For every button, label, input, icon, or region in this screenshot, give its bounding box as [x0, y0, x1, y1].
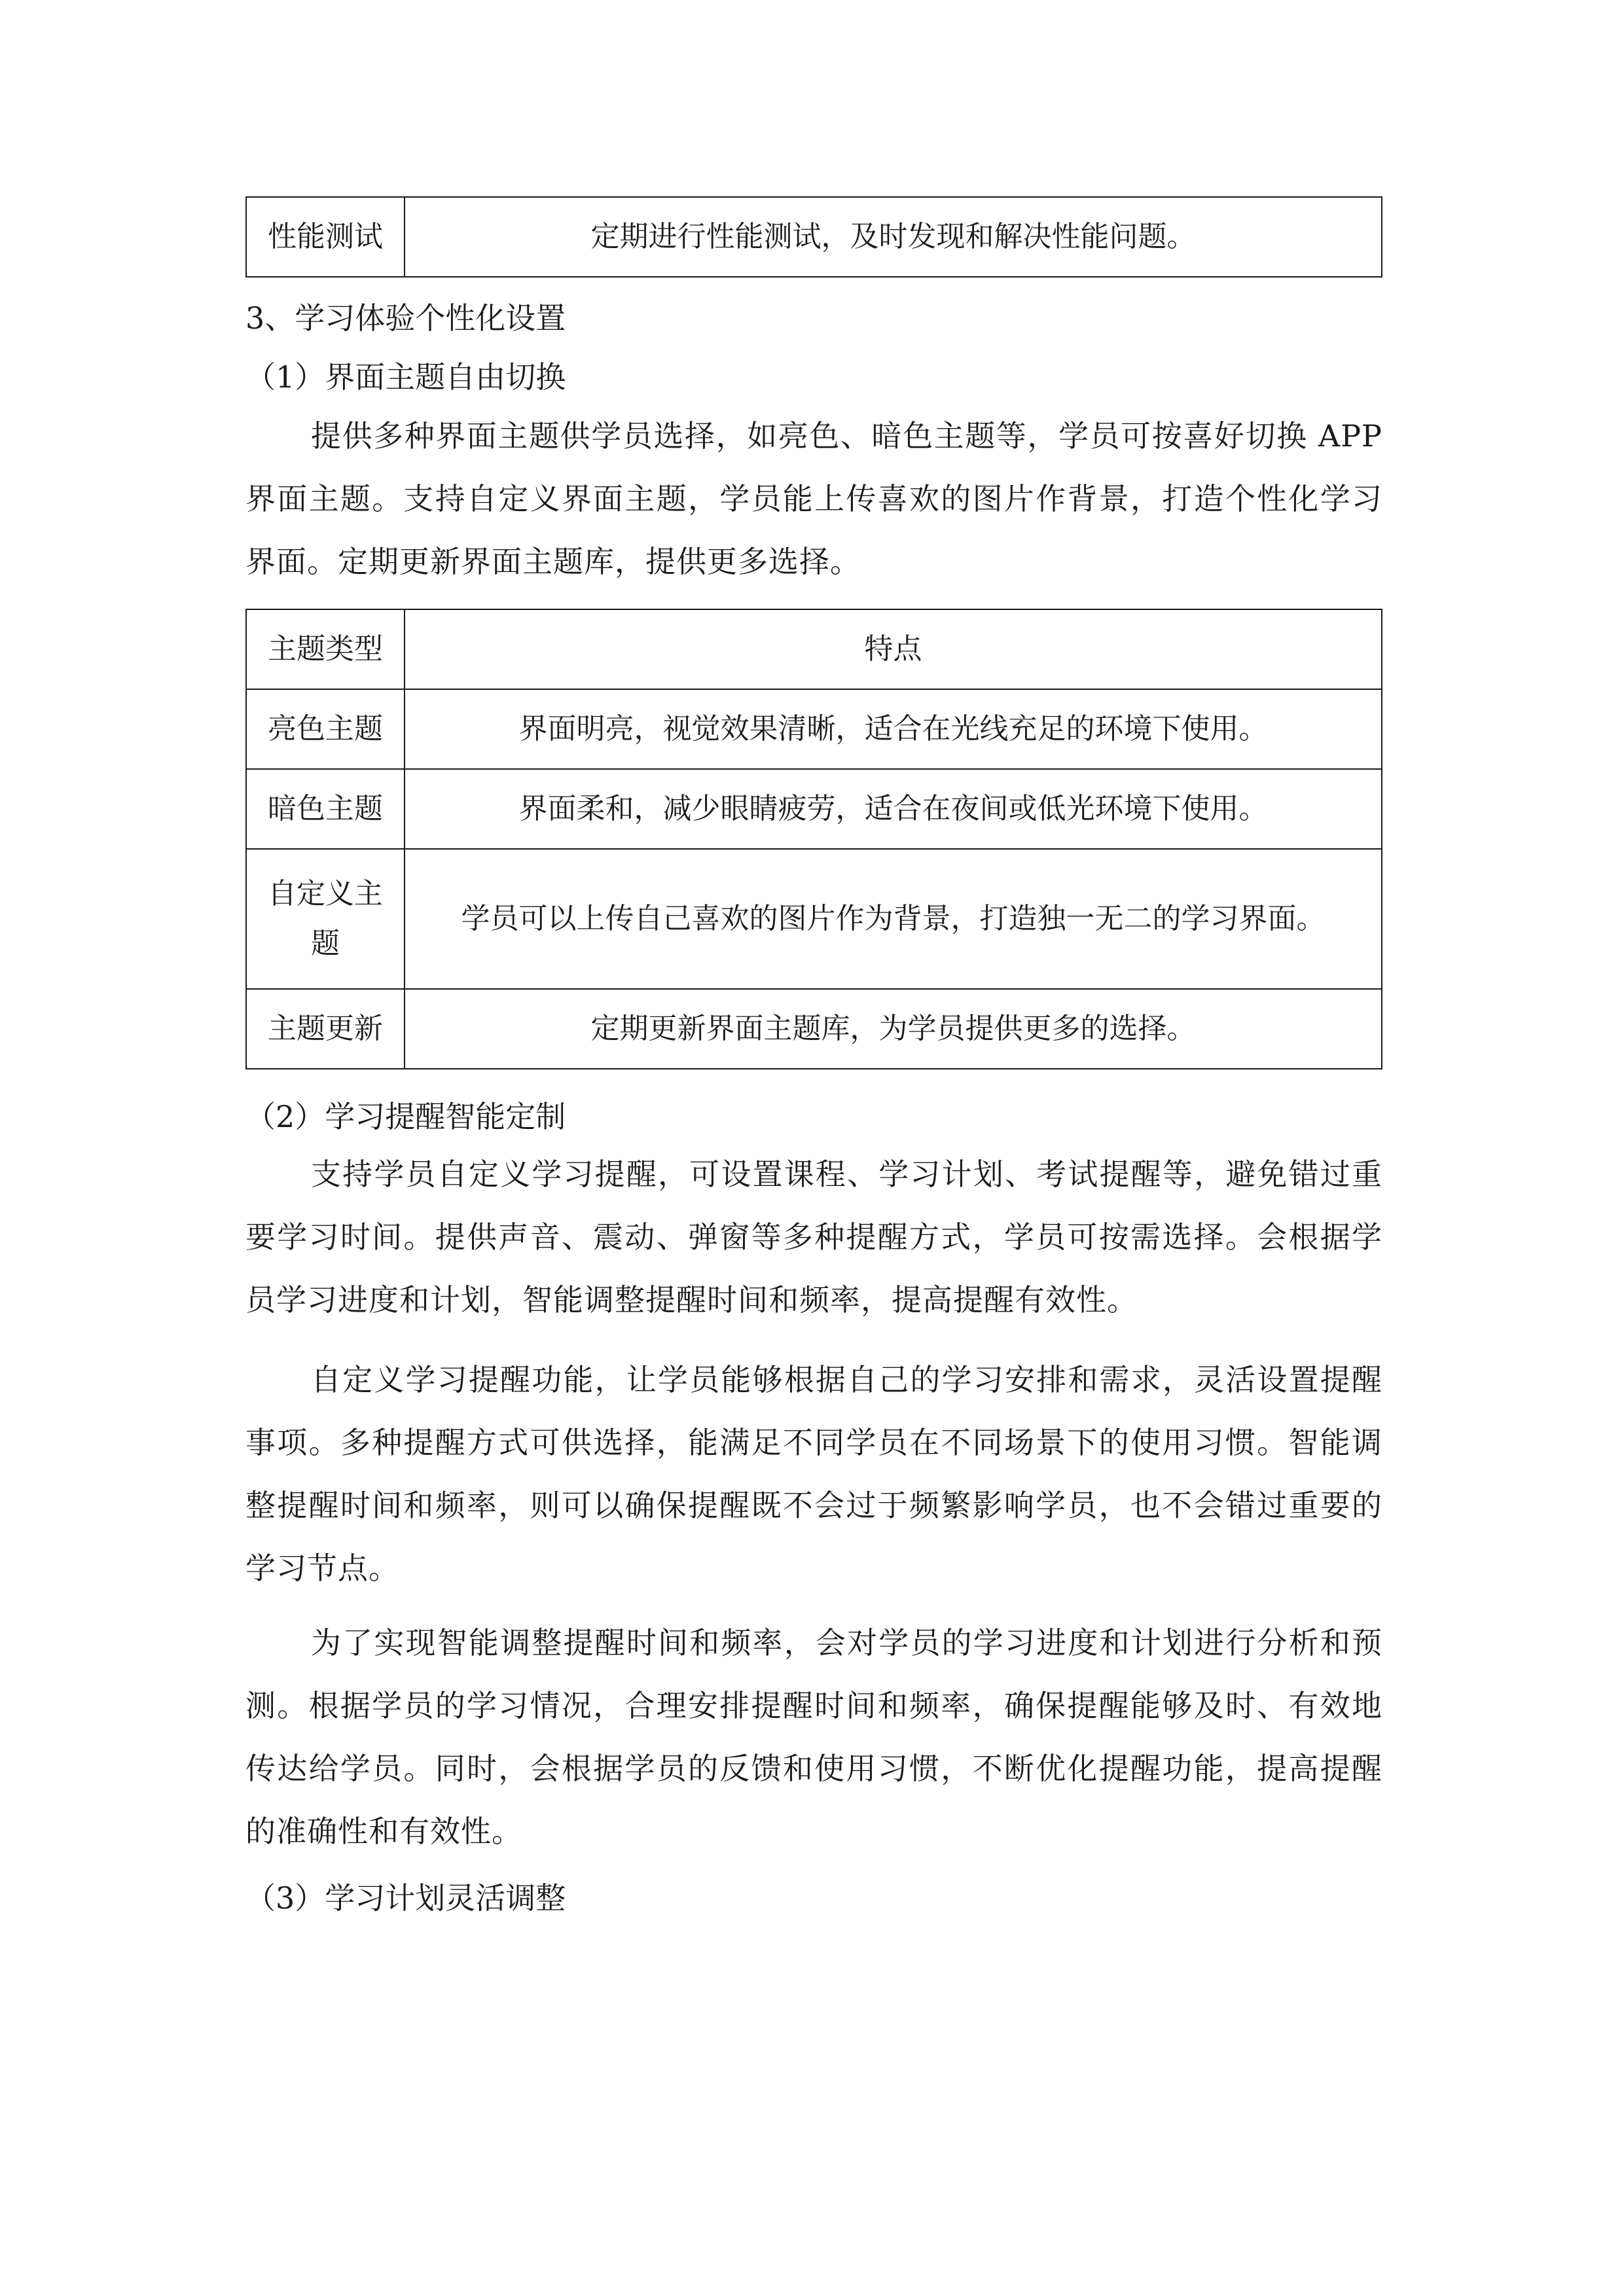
- table-header-cell: 特点: [405, 609, 1382, 689]
- table-row: [246, 689, 1382, 769]
- section-heading: 3、学习体验个性化设置: [245, 300, 566, 336]
- table-cell-type: 自定义主题: [246, 849, 405, 989]
- subsection-heading-1: （1）界面主题自由切换: [245, 359, 566, 395]
- table-cell-feature: 学员可以上传自己喜欢的图片作为背景，打造独一无二的学习界面。: [405, 849, 1382, 989]
- table-cell-feature: 界面柔和，减少眼睛疲劳，适合在夜间或低光环境下使用。: [405, 769, 1382, 849]
- table-row: [246, 197, 1382, 277]
- table-cell-feature: 定期更新界面主题库，为学员提供更多的选择。: [405, 989, 1382, 1069]
- table-row: [246, 849, 1382, 989]
- paragraph-reminders-1: 支持学员自定义学习提醒，可设置课程、学习计划、考试提醒等，避免错过重要学习时间。提供声音、震动、弹窗等多种提醒方式，学员可按需选择。会根据学员学习进度和计划，智能调整提醒时间和频率，提高提醒有效性。: [245, 1157, 1382, 1318]
- table-header-row: [246, 609, 1382, 689]
- table-cell-type: 暗色主题: [246, 769, 405, 849]
- paragraph-reminders-3: 为了实现智能调整提醒时间和频率，会对学员的学习进度和计划进行分析和预测。根据学员的学习情况，合理安排提醒时间和频率，确保提醒能够及时、有效地传达给学员。同时，会根据学员的反馈和使用习惯，不断优化提醒功能，提高提醒的准确性和有效性。: [245, 1625, 1382, 1849]
- table-cell-type: 主题更新: [246, 989, 405, 1069]
- table-header-cell: 主题类型: [246, 609, 405, 689]
- performance-table: [245, 196, 1382, 278]
- subsection-heading-3: （3）学习计划灵活调整: [245, 1880, 566, 1916]
- table-cell-type: 亮色主题: [246, 689, 405, 769]
- table-cell-value: 定期进行性能测试，及时发现和解决性能问题。: [405, 197, 1382, 277]
- table-cell-label: 性能测试: [246, 197, 405, 277]
- table-cell-feature: 界面明亮，视觉效果清晰，适合在光线充足的环境下使用。: [405, 689, 1382, 769]
- table-row: [246, 989, 1382, 1069]
- theme-table: [245, 609, 1382, 1069]
- table-row: [246, 769, 1382, 849]
- subsection-heading-2: （2）学习提醒智能定制: [245, 1099, 566, 1134]
- paragraph-reminders-2: 自定义学习提醒功能，让学员能够根据自己的学习安排和需求，灵活设置提醒事项。多种提醒方式可供选择，能满足不同学员在不同场景下的使用习惯。智能调整提醒时间和频率，则可以确保提醒既不会过于频繁影响学员，也不会错过重要的学习节点。: [245, 1362, 1382, 1586]
- paragraph-themes: 提供多种界面主题供学员选择，如亮色、暗色主题等，学员可按喜好切换 APP 界面主题。支持自定义界面主题，学员能上传喜欢的图片作背景，打造个性化学习界面。定期更新界面主题库，提供更多选择。: [245, 418, 1382, 579]
